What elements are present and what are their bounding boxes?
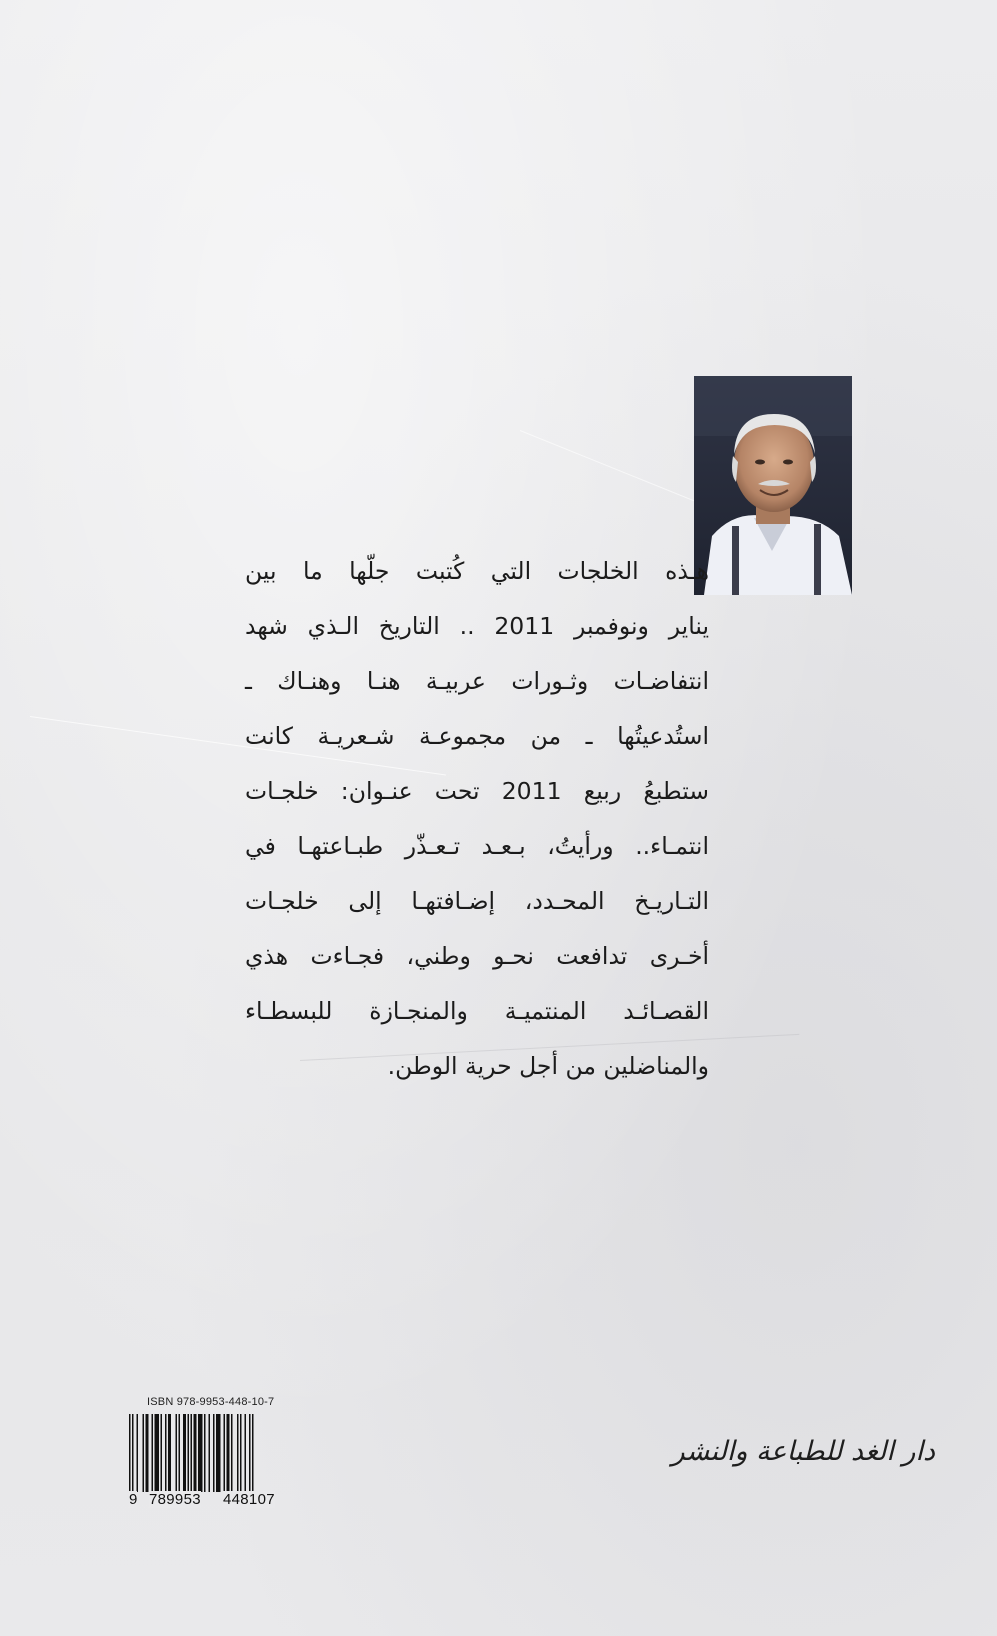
barcode-bar bbox=[165, 1414, 167, 1492]
barcode-bar bbox=[137, 1414, 139, 1492]
barcode-bar bbox=[213, 1414, 215, 1492]
barcode-bar bbox=[245, 1414, 247, 1492]
blurb-line: القصـائـد المنتميـة والمنجـازة للبسطـاء bbox=[245, 997, 709, 1025]
barcode-digits-right: 448107 bbox=[223, 1491, 275, 1508]
barcode-bar bbox=[191, 1414, 193, 1500]
blurb-line: والمناضلين من أجل حرية الوطن. bbox=[387, 1052, 709, 1080]
barcode-bar bbox=[161, 1414, 163, 1492]
barcode-bar bbox=[216, 1414, 221, 1492]
blurb-line: هـذه الخلجات التي كُتبت جلّها ما بين bbox=[245, 557, 709, 585]
barcode-bar bbox=[183, 1414, 186, 1492]
barcode-bar bbox=[240, 1414, 242, 1492]
barcode-bar bbox=[132, 1414, 134, 1500]
barcode-bar bbox=[155, 1414, 160, 1492]
blurb-line: يناير ونوفمبر 2011 .. التاريخ الـذي شهد bbox=[245, 612, 709, 640]
barcode-bar bbox=[249, 1414, 251, 1492]
barcode-bar bbox=[227, 1414, 230, 1492]
book-blurb bbox=[245, 548, 709, 1098]
blurb-line: أخـرى تدافعت نحـو وطني، فجـاءت هذي bbox=[245, 942, 709, 970]
barcode-bar bbox=[198, 1414, 203, 1492]
barcode-digit-first: 9 bbox=[129, 1491, 138, 1508]
blurb-line: انتمـاء.. ورأيتُ، بـعـد تـعـذّر طبـاعتهـا في bbox=[245, 832, 709, 860]
barcode-bar bbox=[188, 1414, 190, 1492]
barcode-bar bbox=[152, 1414, 154, 1492]
barcode-bar bbox=[204, 1414, 206, 1492]
barcode-digits-left: 789953 bbox=[149, 1491, 201, 1508]
blurb-line: التـاريـخ المحـدد، إضـافتهـا إلى خلجـات bbox=[245, 887, 709, 915]
blurb-line: ستطبعُ ربيع 2011 تحت عنـوان: خلجـات bbox=[245, 777, 709, 805]
barcode-bar bbox=[209, 1414, 211, 1492]
publisher-name: دار الغد للطباعة والنشر bbox=[671, 1436, 935, 1467]
isbn-barcode bbox=[125, 1396, 325, 1516]
barcode-bar bbox=[179, 1414, 181, 1492]
barcode-bar bbox=[146, 1414, 149, 1492]
barcode-bar bbox=[143, 1414, 145, 1492]
barcode-bar bbox=[176, 1414, 178, 1492]
barcode-bar bbox=[231, 1414, 233, 1492]
barcode-bar bbox=[129, 1414, 131, 1500]
blurb-line: استُدعيتُها ـ من مجموعـة شـعريـة كانت bbox=[245, 722, 709, 750]
barcode-bar bbox=[252, 1414, 254, 1500]
barcode-bar bbox=[237, 1414, 239, 1492]
barcode-bar bbox=[224, 1414, 226, 1492]
barcode-bar bbox=[194, 1414, 197, 1500]
author-photo bbox=[694, 376, 852, 595]
blurb-line: انتفاضـات وثـورات عربيـة هنـا وهنـاك ـ bbox=[245, 667, 709, 695]
barcode-bar bbox=[168, 1414, 171, 1492]
isbn-label: ISBN 978-9953-448-10-7 bbox=[147, 1396, 275, 1408]
author-portrait-icon bbox=[694, 376, 852, 595]
